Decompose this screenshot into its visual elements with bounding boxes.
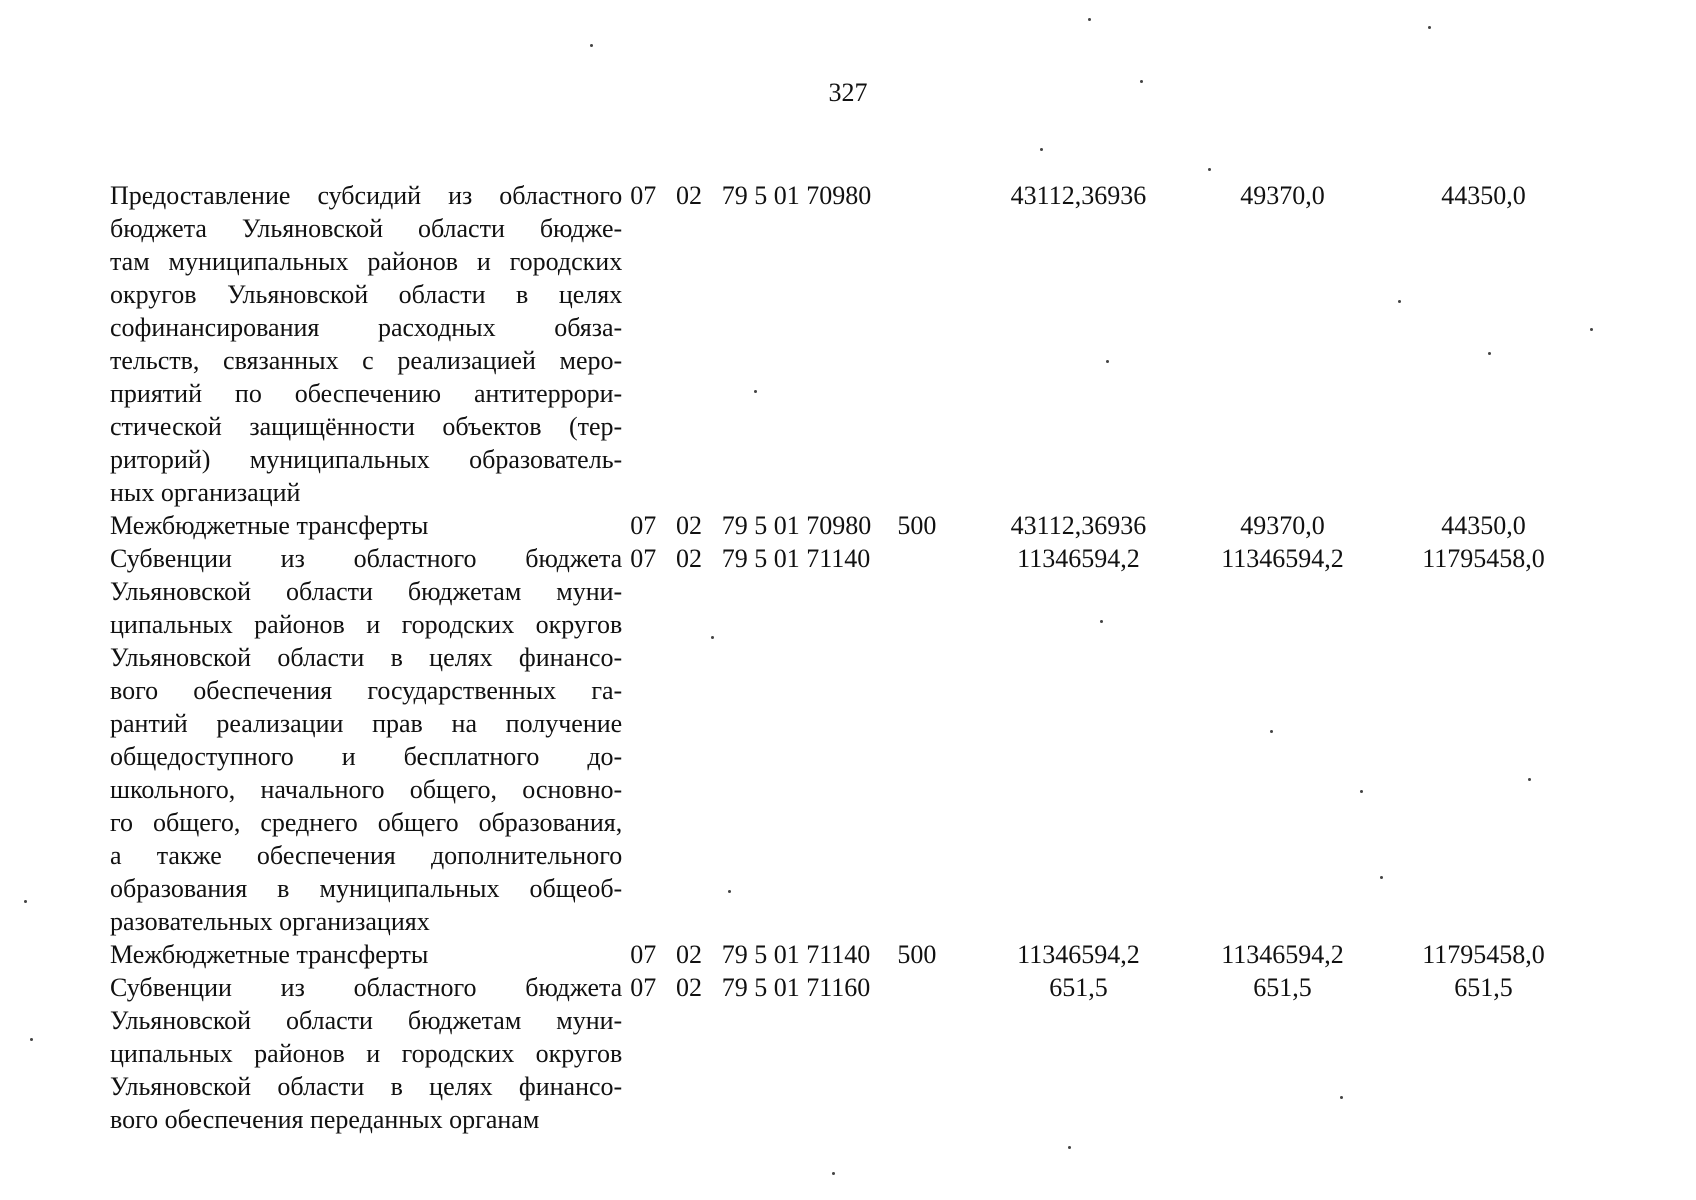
scan-speck xyxy=(30,1038,33,1041)
row-name-line: рантий реализации прав на получение xyxy=(110,709,623,738)
scan-speck xyxy=(1208,168,1211,171)
scan-speck xyxy=(1068,1146,1071,1149)
row-name-line: риторий) муниципальных образователь- xyxy=(110,445,623,474)
scan-speck xyxy=(1270,730,1273,733)
row-name-line: общедоступного и бесплатного до- xyxy=(110,742,623,771)
target-article-code: 79 5 01 70980 xyxy=(721,181,872,210)
row-name-line: образования в муниципальных общеоб- xyxy=(110,874,623,903)
amount-year-2: 11346594,2 xyxy=(1221,940,1344,969)
scan-speck xyxy=(728,890,731,893)
table-row xyxy=(110,971,1590,1136)
section-code: 07 xyxy=(630,973,657,1002)
amount-year-2: 651,5 xyxy=(1253,973,1312,1002)
expense-type-code: 500 xyxy=(897,511,937,540)
target-article-code: 79 5 01 71140 xyxy=(721,940,871,969)
row-name xyxy=(110,509,630,542)
amount-year-1: 43112,36936 xyxy=(1010,511,1147,540)
row-name-line: вого обеспечения переданных органам xyxy=(110,1105,540,1134)
scan-speck xyxy=(1488,352,1491,355)
scan-speck xyxy=(711,636,714,639)
amount-year-3: 11795458,0 xyxy=(1422,544,1545,573)
row-name-line: разовательных организациях xyxy=(110,907,430,936)
row-name xyxy=(110,971,630,1136)
scan-speck xyxy=(832,1172,835,1175)
amount-year-1: 11346594,2 xyxy=(1017,940,1140,969)
row-name-line: ципальных районов и городских округов xyxy=(110,610,623,639)
row-name-line: ных организаций xyxy=(110,478,301,507)
section-code: 07 xyxy=(630,181,657,210)
row-name-line: школьного, начального общего, основно- xyxy=(110,775,623,804)
scan-speck xyxy=(24,900,27,903)
expense-type-code xyxy=(897,971,969,1136)
row-name-line: там муниципальных районов и городских xyxy=(110,247,623,276)
table-body xyxy=(110,179,1590,1136)
scan-speck xyxy=(1380,876,1383,879)
page-number: 327 xyxy=(828,78,868,107)
row-name-line: Ульяновской области бюджетам муни- xyxy=(110,577,623,606)
section-code: 07 xyxy=(630,544,657,573)
scan-speck xyxy=(1106,360,1109,363)
scan-speck xyxy=(1398,300,1401,303)
target-article-code: 79 5 01 71160 xyxy=(721,973,871,1002)
amount-year-2: 11346594,2 xyxy=(1221,544,1344,573)
subsection-code: 02 xyxy=(675,940,702,969)
row-name-line: Субвенции из областного бюджета xyxy=(110,544,623,573)
table-row xyxy=(110,509,1590,542)
row-name-line: округов Ульяновской области в целях xyxy=(110,280,623,309)
scan-speck xyxy=(1428,26,1431,29)
row-name-line: Субвенции из областного бюджета xyxy=(110,973,623,1002)
row-name-line: Ульяновской области бюджетам муни- xyxy=(110,1006,623,1035)
row-name xyxy=(110,179,630,509)
row-name-line: Предоставление субсидий из областного xyxy=(110,181,623,210)
amount-year-2: 49370,0 xyxy=(1240,181,1325,210)
scan-speck xyxy=(1140,80,1143,83)
row-name-line: софинансирования расходных обяза- xyxy=(110,313,623,342)
subsection-code: 02 xyxy=(675,511,702,540)
row-name-line: бюджета Ульяновской области бюдже- xyxy=(110,214,623,243)
scan-speck xyxy=(1528,778,1531,781)
amount-year-3: 651,5 xyxy=(1454,973,1513,1002)
row-name-line: а также обеспечения дополнительного xyxy=(110,841,623,870)
amount-year-1: 43112,36936 xyxy=(1010,181,1147,210)
table-row xyxy=(110,542,1590,938)
scan-speck xyxy=(1040,148,1043,151)
row-name xyxy=(110,542,630,938)
amount-year-3: 44350,0 xyxy=(1441,181,1526,210)
subsection-code: 02 xyxy=(675,973,702,1002)
scan-speck xyxy=(754,390,757,393)
row-name-line: Ульяновской области в целях финансо- xyxy=(110,1072,623,1101)
row-name xyxy=(110,938,630,971)
row-name-line: го общего, среднего общего образования, xyxy=(110,808,623,837)
table-row xyxy=(110,179,1590,509)
section-code: 07 xyxy=(630,511,657,540)
amount-year-1: 11346594,2 xyxy=(1017,544,1140,573)
expense-type-code: 500 xyxy=(897,940,937,969)
row-name-line: стической защищённости объектов (тер- xyxy=(110,412,623,441)
target-article-code: 79 5 01 70980 xyxy=(721,511,872,540)
row-name-line: вого обеспечения государственных га- xyxy=(110,676,623,705)
row-name-line: тельств, связанных с реализацией меро- xyxy=(110,346,623,375)
expense-type-code xyxy=(897,179,969,509)
scan-speck xyxy=(1340,1096,1343,1099)
scan-speck xyxy=(1088,18,1091,21)
row-name-line: Межбюджетные трансферты xyxy=(110,940,429,969)
scan-speck xyxy=(1100,620,1103,623)
scan-speck xyxy=(1360,790,1363,793)
amount-year-3: 44350,0 xyxy=(1441,511,1526,540)
expense-type-code xyxy=(897,542,969,938)
row-name-line: Ульяновской области в целях финансо- xyxy=(110,643,623,672)
amount-year-2: 49370,0 xyxy=(1240,511,1325,540)
row-name-line: ципальных районов и городских округов xyxy=(110,1039,623,1068)
amount-year-1: 651,5 xyxy=(1049,973,1108,1002)
subsection-code: 02 xyxy=(675,544,702,573)
subsection-code: 02 xyxy=(675,181,702,210)
budget-table xyxy=(110,179,1590,1136)
scan-speck xyxy=(590,44,593,47)
target-article-code: 79 5 01 71140 xyxy=(721,544,871,573)
amount-year-3: 11795458,0 xyxy=(1422,940,1545,969)
row-name-line: приятий по обеспечению антитеррори- xyxy=(110,379,623,408)
section-code: 07 xyxy=(630,940,657,969)
scan-speck xyxy=(1590,328,1593,331)
row-name-line: Межбюджетные трансферты xyxy=(110,511,429,540)
table-row xyxy=(110,938,1590,971)
